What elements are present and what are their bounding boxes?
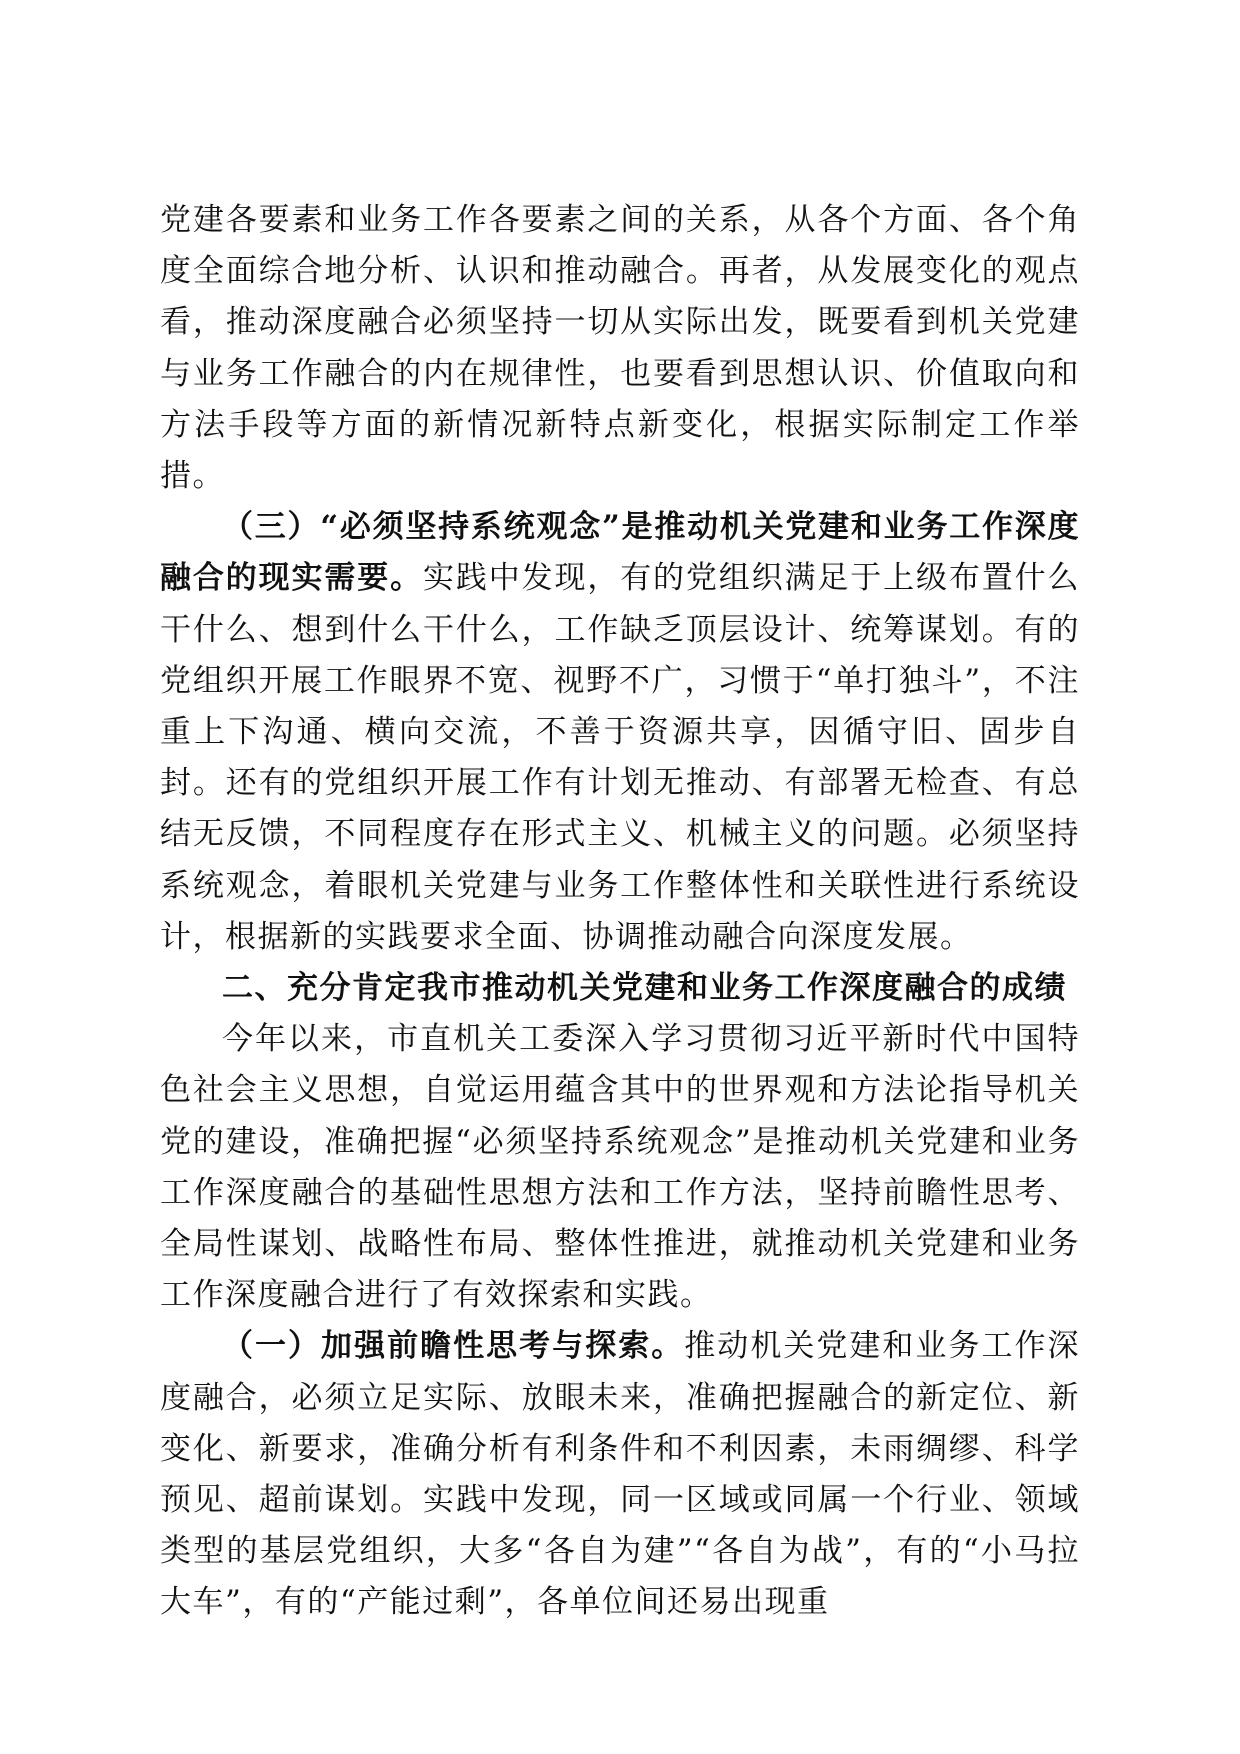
section-heading: 二、充分肯定我市推动机关党建和业务工作深度融合的成绩 — [222, 970, 1067, 1007]
paragraph-continuation — [160, 195, 1080, 502]
paragraph-subsection-one — [160, 1321, 1080, 1628]
paragraph-lead: （一）加强前瞻性思考与探索。 — [222, 1328, 685, 1365]
paragraph-lead: （三）“必须坚持系统观念”是推动机关党建和业务工作深度融合的现实需要。 — [160, 509, 1080, 597]
paragraph-text: 党建各要素和业务工作各要素之间的关系，从各个方面、各个角度全面综合地分析、认识和推动融合。再者，从发展变化的观点看，推动深度融合必须坚持一切从实际出发，既要看到机关党建与业务工作融合的内在规律性，也要看到思想认识、价值取向和方法手段等方面的新情况新特点新变化，根据实际制定工作举措。 — [160, 202, 1080, 495]
paragraph-text: 实践中发现，有的党组织满足于上级布置什么干什么、想到什么干什么，工作缺乏顶层设计、统筹谋划。有的党组织开展工作眼界不宽、视野不广，习惯于“单打独斗”，不注重上下沟通、横向交流，不善于资源共享，因循守旧、固步自封。还有的党组织开展工作有计划无推动、有部署无检查、有总结无反馈，不同程度存在形式主义、机械主义的问题。必须坚持系统观念，着眼机关党建与业务工作整体性和关联性进行系统设计，根据新的实践要求全面、协调推动融合向深度发展。 — [160, 560, 1081, 955]
paragraph-text: 今年以来，市直机关工委深入学习贯彻习近平新时代中国特色社会主义思想，自觉运用蕴含其中的世界观和方法论指导机关党的建设，准确把握“必须坚持系统观念”是推动机关党建和业务工作深度融合的基础性思想方法和工作方法，坚持前瞻性思考、全局性谋划、战略性布局、整体性推进，就推动机关党建和业务工作深度融合进行了有效探索和实践。 — [160, 1021, 1080, 1314]
document-page — [160, 195, 1080, 1655]
paragraph-section-three — [160, 502, 1080, 963]
paragraph-text: 推动机关党建和业务工作深度融合，必须立足实际、放眼未来，准确把握融合的新定位、新变化、新要求，准确分析有利条件和不利因素，未雨绸缪、科学预见、超前谋划。实践中发现，同一区域或同属一个行业、领域类型的基层党组织，大多“各自为建”“各自为战”，有的“小马拉大车”，有的“产能过剩”，各单位间还易出现重 — [160, 1328, 1081, 1621]
paragraph-intro — [160, 1014, 1080, 1321]
